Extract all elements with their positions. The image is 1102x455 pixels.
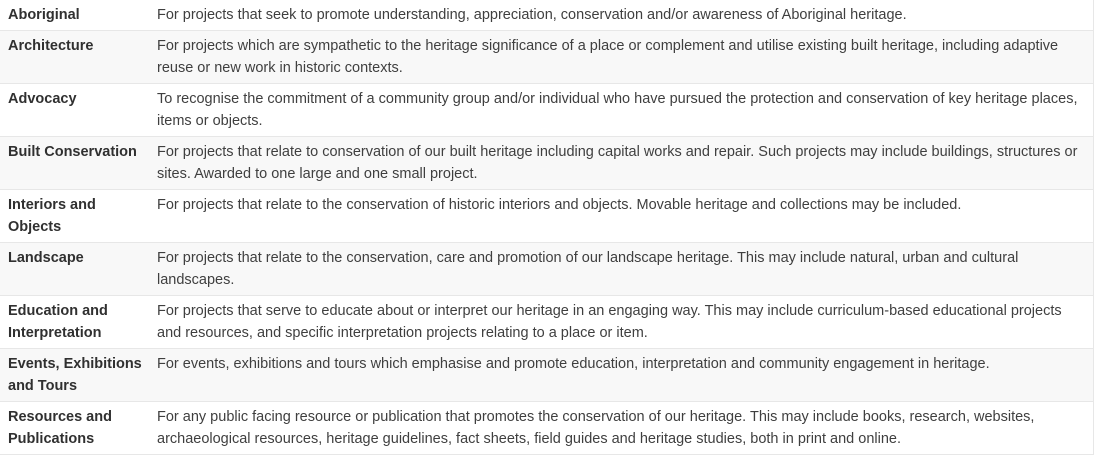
table-row — [0, 402, 1094, 455]
table-row — [0, 84, 1094, 137]
category-name: Events, Exhibitions and Tours — [8, 356, 142, 394]
table-row — [0, 137, 1094, 190]
category-description: For projects that relate to conservation of our built heritage including capital works and repair. Such projects may include buildings, structures or sites. Awarded to one large and one small project. — [157, 144, 1078, 182]
table-row — [0, 243, 1094, 296]
table-row — [0, 296, 1094, 349]
category-name: Architecture — [8, 38, 94, 54]
table-row — [0, 31, 1094, 84]
category-description: For projects that seek to promote understanding, appreciation, conservation and/or awareness of Aboriginal heritage. — [157, 7, 907, 23]
category-description: For projects that relate to the conservation, care and promotion of our landscape heritage. This may include natural, urban and cultural landscapes. — [157, 250, 1019, 288]
category-name: Interiors and Objects — [8, 197, 96, 235]
category-description: For projects which are sympathetic to the heritage significance of a place or complement and utilise existing built heritage, including adaptive reuse or new work in historic contexts. — [157, 38, 1059, 76]
category-description: For events, exhibitions and tours which emphasise and promote education, interpretation and community engagement in heritage. — [157, 356, 990, 372]
category-name: Landscape — [8, 250, 84, 266]
table-row — [0, 190, 1094, 243]
category-name: Advocacy — [8, 91, 77, 107]
category-name: Education and Interpretation — [8, 303, 108, 341]
category-description: To recognise the commitment of a community group and/or individual who have pursued the protection and conservation of key heritage places, items or objects. — [157, 91, 1078, 129]
category-name: Resources and Publications — [8, 409, 112, 447]
table-row — [0, 0, 1094, 31]
table-row — [0, 349, 1094, 402]
category-description: For projects that serve to educate about or interpret our heritage in an engaging way. This may include curriculum-based educational projects and resources, and specific interpretation projects relating to a place or item. — [157, 303, 1062, 341]
category-description: For projects that relate to the conservation of historic interiors and objects. Movable heritage and collections may be included. — [157, 197, 962, 213]
category-name: Built Conservation — [8, 144, 137, 160]
category-name: Aboriginal — [8, 7, 80, 23]
category-description: For any public facing resource or publication that promotes the conservation of our heritage. This may include books, research, websites, archaeological resources, heritage guidelines, fact sheets, field guides and heritage studies, both in print and online. — [157, 409, 1035, 447]
